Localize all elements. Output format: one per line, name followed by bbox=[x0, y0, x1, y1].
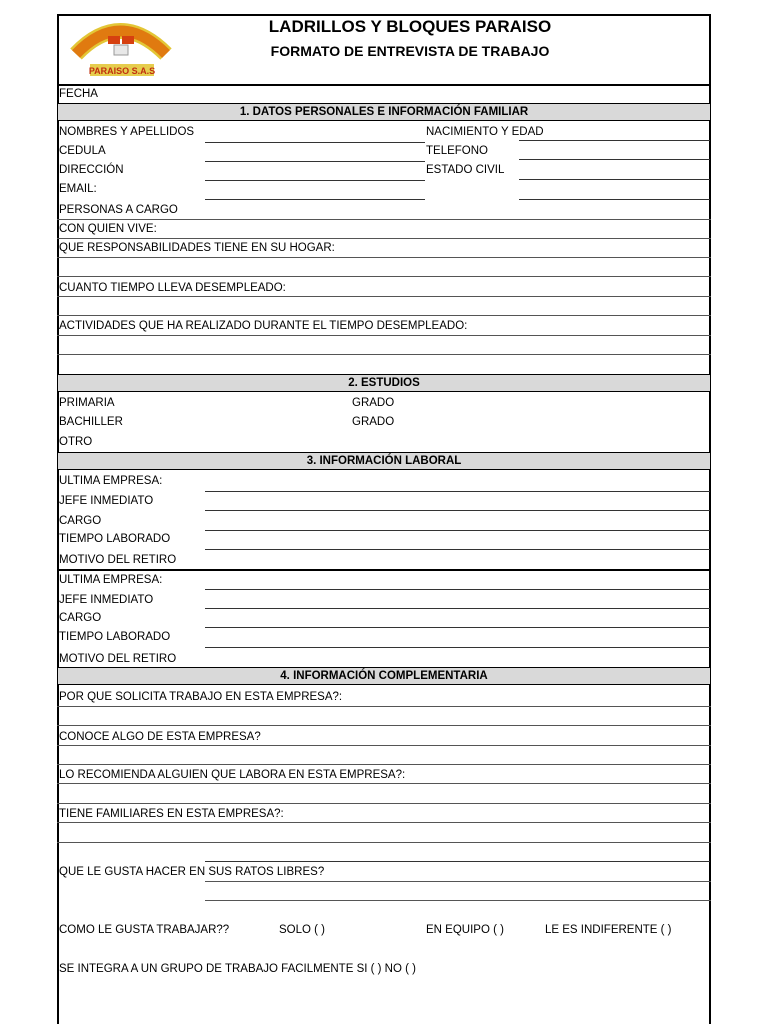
cargo-line[interactable] bbox=[205, 627, 710, 628]
jefe-line[interactable] bbox=[205, 608, 710, 609]
nacimiento-line[interactable] bbox=[519, 140, 710, 141]
row-divider bbox=[57, 238, 711, 239]
logo-bottom-text: PARAISO S.A.S bbox=[88, 66, 156, 76]
direccion-line[interactable] bbox=[205, 180, 425, 181]
integra-grupo-question[interactable]: SE INTEGRA A UN GRUPO DE TRABAJO FACILMENTE SI ( ) NO ( ) bbox=[59, 963, 416, 975]
cargo-line[interactable] bbox=[205, 530, 710, 531]
ratos-libres-line[interactable] bbox=[205, 861, 710, 862]
section-3-header: 3. INFORMACIÓN LABORAL bbox=[58, 452, 710, 470]
row-divider bbox=[57, 257, 711, 258]
estado-civil-line[interactable] bbox=[519, 179, 710, 180]
tiempo-line[interactable] bbox=[205, 549, 710, 550]
tiempo-line[interactable] bbox=[205, 647, 710, 648]
section-4-header: 4. INFORMACIÓN COMPLEMENTARIA bbox=[58, 667, 710, 685]
tiempo-laborado-label: TIEMPO LABORADO bbox=[59, 631, 171, 643]
estado-civil-label: ESTADO CIVIL bbox=[426, 164, 505, 176]
ultima-empresa-label: ULTIMA EMPRESA: bbox=[59, 475, 163, 487]
bachiller-label: BACHILLER bbox=[59, 416, 123, 428]
tiempo-laborado-label: TIEMPO LABORADO bbox=[59, 533, 171, 545]
actividades-label: ACTIVIDADES QUE HA REALIZADO DURANTE EL TIEMPO DESEMPLEADO: bbox=[59, 320, 468, 332]
nombres-line[interactable] bbox=[205, 142, 425, 143]
row-divider bbox=[57, 219, 711, 220]
familiares-label: TIENE FAMILIARES EN ESTA EMPRESA?: bbox=[59, 808, 284, 820]
fecha-label: FECHA bbox=[59, 88, 98, 100]
grado-primaria-label: GRADO bbox=[352, 397, 395, 409]
row-divider bbox=[57, 276, 711, 277]
cedula-label: CEDULA bbox=[59, 145, 106, 157]
ultima-empresa-label: ULTIMA EMPRESA: bbox=[59, 574, 163, 586]
primaria-label: PRIMARIA bbox=[59, 397, 115, 409]
section-1-header: 1. DATOS PERSONALES E INFORMACIÓN FAMILIAR bbox=[58, 103, 710, 121]
row-divider bbox=[57, 354, 711, 355]
nombres-label: NOMBRES Y APELLIDOS bbox=[59, 126, 195, 138]
jefe-line[interactable] bbox=[205, 510, 710, 511]
cargo-label: CARGO bbox=[59, 612, 102, 624]
row-divider bbox=[205, 900, 711, 901]
extra-line[interactable] bbox=[519, 199, 710, 200]
row-divider bbox=[57, 725, 711, 726]
row-divider bbox=[57, 315, 711, 316]
row-divider bbox=[57, 803, 711, 804]
row-divider bbox=[57, 764, 711, 765]
tiempo-desempleado-label: CUANTO TIEMPO LLEVA DESEMPLEADO: bbox=[59, 282, 286, 294]
form-title: FORMATO DE ENTREVISTA DE TRABAJO bbox=[270, 43, 550, 59]
section-2-header: 2. ESTUDIOS bbox=[58, 374, 710, 392]
row-divider bbox=[57, 783, 711, 784]
conoce-empresa-label: CONOCE ALGO DE ESTA EMPRESA? bbox=[59, 731, 261, 743]
responsabilidades-label: QUE RESPONSABILIDADES TIENE EN SU HOGAR: bbox=[59, 242, 335, 254]
por-que-solicita-label: POR QUE SOLICITA TRABAJO EN ESTA EMPRESA?: bbox=[59, 691, 343, 703]
email-label: EMAIL: bbox=[59, 183, 97, 195]
divider bbox=[57, 84, 711, 86]
cargo-label: CARGO bbox=[59, 515, 102, 527]
telefono-label: TELEFONO bbox=[426, 145, 488, 157]
direccion-label: DIRECCIÓN bbox=[59, 164, 124, 176]
row-divider bbox=[57, 822, 711, 823]
row-divider bbox=[205, 881, 711, 882]
solo-option[interactable]: SOLO ( ) bbox=[279, 924, 326, 936]
block-divider bbox=[57, 569, 711, 571]
row-divider bbox=[57, 706, 711, 707]
row-divider bbox=[57, 842, 711, 843]
motivo-retiro-label: MOTIVO DEL RETIRO bbox=[59, 554, 177, 566]
recomienda-label: LO RECOMIENDA ALGUIEN QUE LABORA EN ESTA EMPRESA?: bbox=[59, 769, 406, 781]
email-line[interactable] bbox=[205, 199, 425, 200]
jefe-inmediato-label: JEFE INMEDIATO bbox=[59, 594, 154, 606]
jefe-inmediato-label: JEFE INMEDIATO bbox=[59, 495, 154, 507]
row-divider bbox=[57, 745, 711, 746]
como-trabajar-label: COMO LE GUSTA TRABAJAR?? bbox=[59, 924, 230, 936]
empresa-line[interactable] bbox=[205, 491, 710, 492]
motivo-retiro-label: MOTIVO DEL RETIRO bbox=[59, 653, 177, 665]
en-equipo-option[interactable]: EN EQUIPO ( ) bbox=[426, 924, 504, 936]
company-name: LADRILLOS Y BLOQUES PARAISO bbox=[268, 17, 552, 36]
grado-bachiller-label: GRADO bbox=[352, 416, 395, 428]
con-quien-vive-label: CON QUIEN VIVE: bbox=[59, 223, 157, 235]
ratos-libres-label: QUE LE GUSTA HACER EN SUS RATOS LIBRES? bbox=[59, 866, 325, 878]
otro-label: OTRO bbox=[59, 436, 93, 448]
row-divider bbox=[57, 335, 711, 336]
telefono-line[interactable] bbox=[519, 159, 710, 160]
personas-a-cargo-label: PERSONAS A CARGO bbox=[59, 204, 178, 216]
empresa-line[interactable] bbox=[205, 589, 710, 590]
cedula-line[interactable] bbox=[205, 161, 425, 162]
indiferente-option[interactable]: LE ES INDIFERENTE ( ) bbox=[545, 924, 672, 936]
nacimiento-label: NACIMIENTO Y EDAD bbox=[426, 126, 544, 138]
row-divider bbox=[57, 296, 711, 297]
company-logo bbox=[68, 14, 172, 80]
